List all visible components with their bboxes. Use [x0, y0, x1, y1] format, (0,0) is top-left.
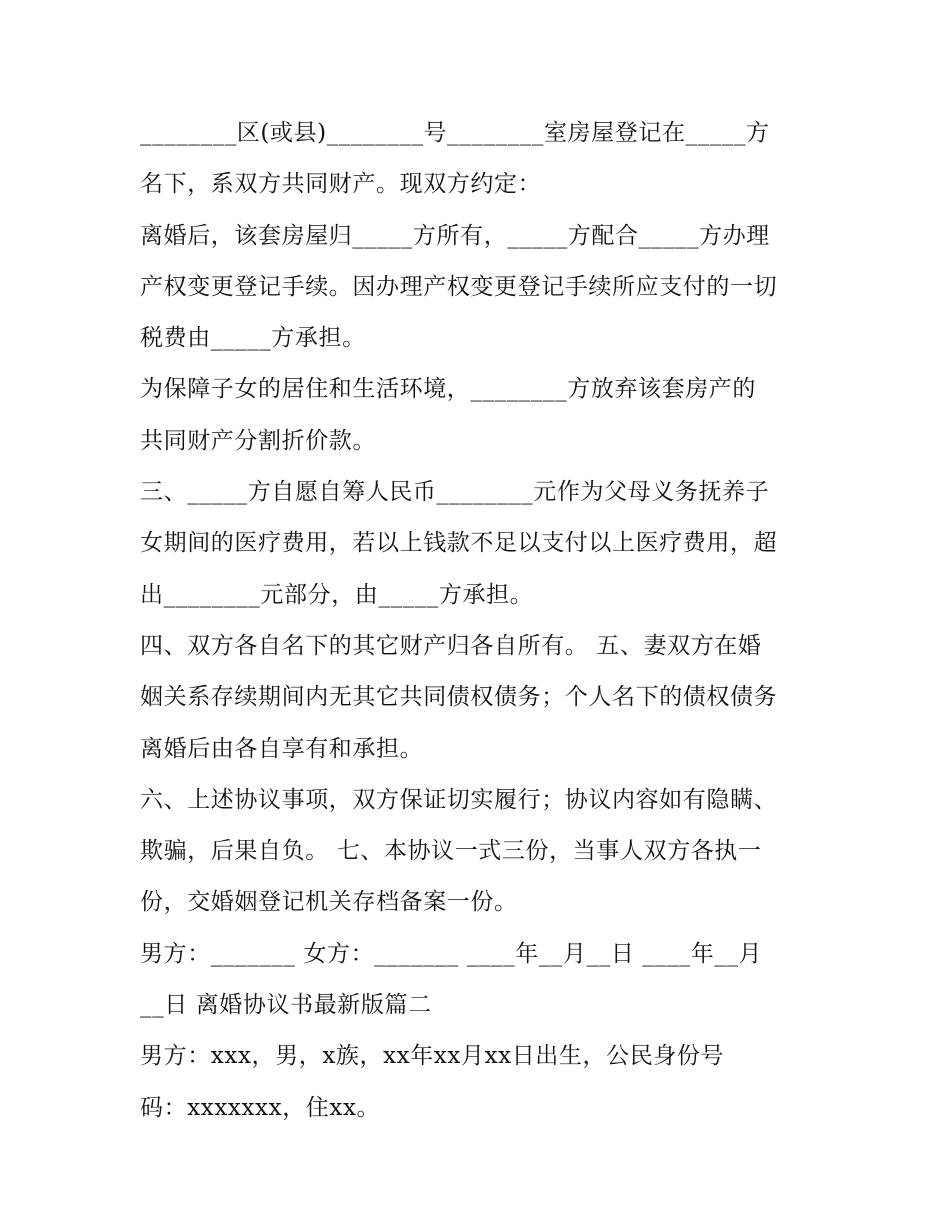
text-line-7: 共同财产分割折价款。: [140, 427, 376, 454]
text-line-3: 离婚后，该套房屋归_____方所有，_____方配合_____方办理: [140, 222, 770, 249]
text-line-1: ________区(或县)________号________室房屋登记在_____方: [140, 120, 770, 146]
text-line-19: 男方：xxx，男，x族，xx年xx月xx日出生，公民身份号: [140, 1043, 725, 1070]
text-line-12: 姻关系存续期间内无其它共同债权债务；个人名下的债权债务: [140, 684, 778, 711]
text-line-15: 欺骗，后果自负。 七、本协议一式三份，当事人双方各执一: [140, 838, 762, 865]
text-line-4: 产权变更登记手续。因办理产权变更登记手续所应支付的一切: [140, 273, 778, 300]
agreement-text: [140, 108, 820, 1134]
text-line-17: 男方：_______ 女方：_______ ____年__月__日 ____年__月: [140, 940, 763, 967]
text-line-18: __日 离婚协议书最新版篇二: [140, 992, 432, 1019]
text-line-5: 税费由_____方承担。: [140, 325, 366, 352]
text-line-11: 四、双方各自名下的其它财产归各自所有。 五、妻双方在婚: [140, 632, 762, 659]
text-line-20: 码：xxxxxxx，住xx。: [140, 1094, 381, 1121]
text-line-2: 名下，系双方共同财产。现双方约定：: [140, 171, 542, 198]
text-line-16: 份，交婚姻登记机关存档备案一份。: [140, 889, 518, 916]
text-line-8: 三、_____方自愿自筹人民币________元作为父母义务抚养子: [140, 479, 770, 506]
text-line-10: 出________元部分，由_____方承担。: [140, 581, 534, 608]
text-line-9: 女期间的医疗费用，若以上钱款不足以支付以上医疗费用，超: [140, 530, 778, 557]
text-line-6: 为保障子女的居住和生活环境，________方放弃该套房产的: [140, 376, 756, 403]
text-line-13: 离婚后由各自享有和承担。: [140, 735, 424, 762]
text-line-14: 六、上述协议事项，双方保证切实履行；协议内容如有隐瞒、: [140, 786, 778, 813]
